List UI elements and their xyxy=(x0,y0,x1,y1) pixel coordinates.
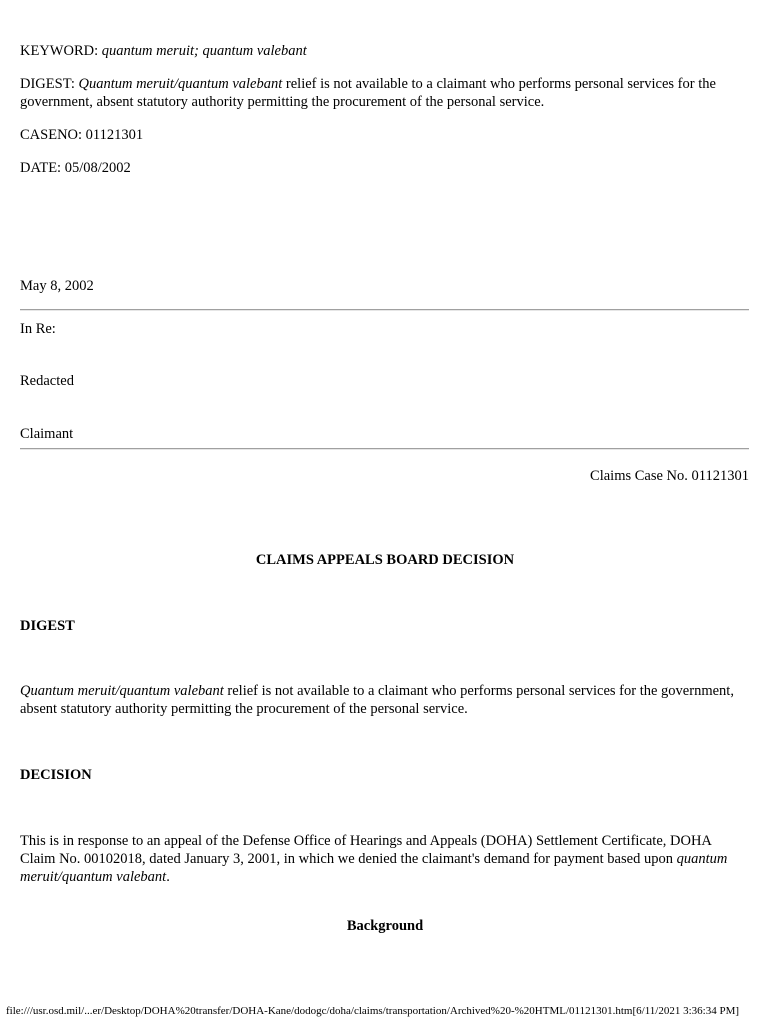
horizontal-rule-top xyxy=(20,309,749,311)
footer-file-path: file:///usr.osd.mil/...er/Desktop/DOHA%20transfer/DOHA-Kane/dodogc/doha/claims/transportation/Archived%20-%20HTML/01121301.htm[6/11/2021 3:36:34 PM] xyxy=(6,1005,740,1017)
digest-header-text: relief is not available to a claimant who performs personal services for the government, absent statutory authority permitting the procurement of the personal service. xyxy=(20,76,716,110)
party-role: Claimant xyxy=(20,426,74,442)
horizontal-rule-bottom xyxy=(20,448,749,450)
decision-italic-term: quantum meruit/quantum valebant xyxy=(20,851,728,885)
date-line: DATE: 05/08/2002 xyxy=(20,160,131,176)
decision-text: This is in response to an appeal of the Defense Office of Hearings and Appeals (DOHA) Settlement Certificate, DOHA Claim No. 00102018, dated January 3, 2001, in which we denied the claimant's demand for payment based upon xyxy=(20,833,712,867)
keyword-line xyxy=(20,42,750,60)
decision-heading: DECISION xyxy=(20,767,92,783)
keyword-label: KEYWORD: xyxy=(20,43,102,59)
party-name: Redacted xyxy=(20,373,74,389)
digest-heading: DIGEST xyxy=(20,618,75,634)
in-re-label: In Re: xyxy=(20,321,56,337)
claims-case-number: Claims Case No. 01121301 xyxy=(590,468,749,484)
digest-header-italic-term: Quantum meruit/quantum valebant xyxy=(78,76,283,92)
letter-date: May 8, 2002 xyxy=(20,278,94,294)
digest-header-label: DIGEST: xyxy=(20,76,79,92)
decision-title: CLAIMS APPEALS BOARD DECISION xyxy=(255,552,515,568)
decision-end: . xyxy=(166,869,170,885)
background-heading: Background xyxy=(346,918,424,934)
digest-header-paragraph xyxy=(20,75,750,111)
digest-text: relief is not available to a claimant who performs personal services for the government, absent statutory authority permitting the procurement of the personal service. xyxy=(20,683,734,717)
decision-paragraph xyxy=(20,832,750,886)
keyword-value: quantum meruit; quantum valebant xyxy=(101,43,307,59)
digest-italic-term: Quantum meruit/quantum valebant xyxy=(20,683,224,699)
caseno-line: CASENO: 01121301 xyxy=(20,127,144,143)
digest-paragraph xyxy=(20,682,750,718)
